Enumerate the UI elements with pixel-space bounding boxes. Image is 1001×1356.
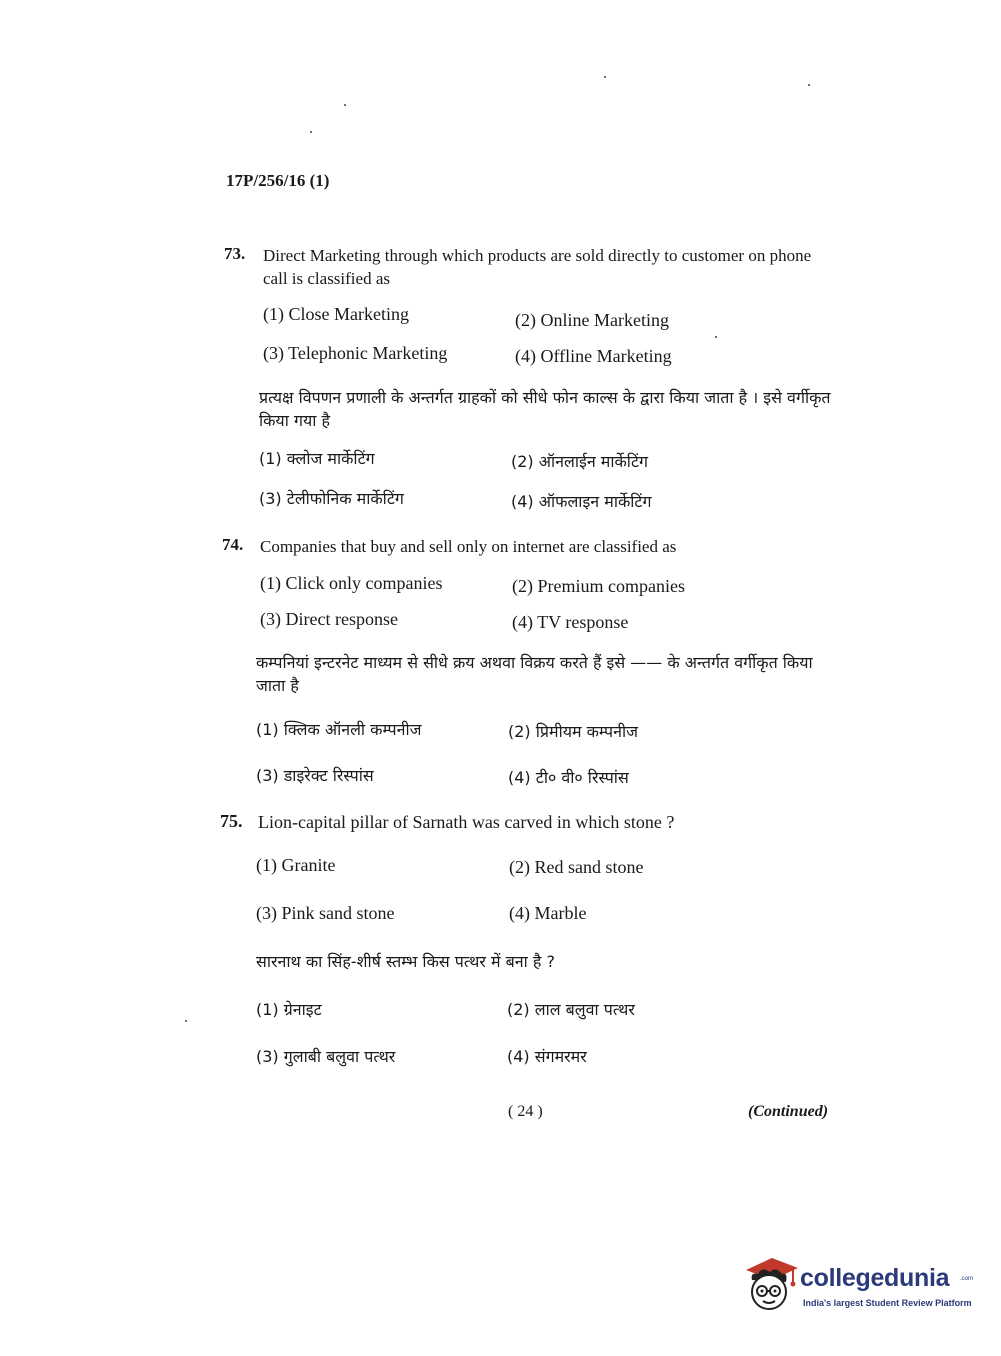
- scan-speck: [185, 1020, 187, 1022]
- page-number: ( 24 ): [508, 1103, 543, 1120]
- option-en: (1) Click only companies: [260, 573, 443, 593]
- option-hi: (1) ग्रेनाइट: [256, 1000, 322, 1019]
- logo-dotcom-text: .com: [960, 1276, 974, 1282]
- option-hi: (3) गुलाबी बलुवा पत्थर: [256, 1047, 396, 1066]
- student-mascot-icon: [742, 1252, 802, 1314]
- option-hi: (3) डाइरेक्ट रिस्पांस: [256, 766, 374, 785]
- question-text-hi: सारनाथ का सिंह-शीर्ष स्तम्भ किस पत्थर में बना है ?: [256, 952, 555, 971]
- logo-tagline: India's largest Student Review Platform: [803, 1298, 972, 1308]
- option-hi: (4) ऑफलाइन मार्केटिंग: [511, 492, 652, 511]
- question-text-en: Lion-capital pillar of Sarnath was carved in which stone ?: [258, 812, 675, 832]
- scan-speck: [715, 336, 717, 338]
- question-number: 74.: [222, 535, 244, 554]
- option-en: (1) Close Marketing: [263, 304, 409, 324]
- logo-brand-text: collegedunia: [800, 1264, 950, 1292]
- option-hi: (1) क्लिक ऑनली कम्पनीज: [256, 720, 422, 739]
- option-hi: (1) क्लोज मार्केटिंग: [259, 449, 375, 468]
- option-hi: (4) टी० वी० रिस्पांस: [508, 768, 629, 787]
- scan-speck: [808, 84, 810, 86]
- option-en: (3) Pink sand stone: [256, 903, 395, 923]
- option-hi: (2) प्रिमीयम कम्पनीज: [508, 722, 639, 741]
- option-en: (4) Marble: [509, 903, 587, 923]
- option-hi: (3) टेलीफोनिक मार्केटिंग: [259, 489, 404, 508]
- option-en: (1) Granite: [256, 855, 336, 875]
- option-en: (4) TV response: [512, 612, 629, 632]
- scan-speck: [604, 76, 606, 78]
- option-en: (2) Premium companies: [512, 576, 685, 596]
- scan-speck: [344, 104, 346, 106]
- option-en: (3) Direct response: [260, 609, 398, 629]
- question-number: 73.: [224, 244, 246, 263]
- option-en: (4) Offline Marketing: [515, 346, 672, 366]
- question-text-en: Companies that buy and sell only on internet are classified as: [260, 537, 677, 556]
- paper-code: 17P/256/16 (1): [226, 171, 330, 190]
- option-en: (2) Online Marketing: [515, 310, 669, 330]
- option-hi: (4) संगमरमर: [507, 1047, 587, 1066]
- scan-speck: [310, 131, 312, 133]
- option-en: (2) Red sand stone: [509, 857, 644, 877]
- option-en: (3) Telephonic Marketing: [263, 343, 448, 363]
- question-number: 75.: [220, 811, 243, 831]
- continued-label: (Continued): [748, 1103, 829, 1120]
- question-text-hi: कम्पनियां इन्टरनेट माध्यम से सीधे क्रय अथवा विक्रय करते हैं इसे —— के अन्तर्गत वर्गीकृत किया जाता है: [256, 653, 813, 695]
- option-hi: (2) ऑनलाईन मार्केटिंग: [511, 452, 649, 471]
- question-text-hi: प्रत्यक्ष विपणन प्रणाली के अन्तर्गत ग्राहकों को सीधे फोन काल्स के द्वारा किया जाता है । इसे वर्गीकृत किया गया है: [259, 388, 831, 430]
- question-text-en: Direct Marketing through which products are sold directly to customer on phone call is classified as: [263, 246, 812, 288]
- option-hi: (2) लाल बलुवा पत्थर: [507, 1000, 635, 1019]
